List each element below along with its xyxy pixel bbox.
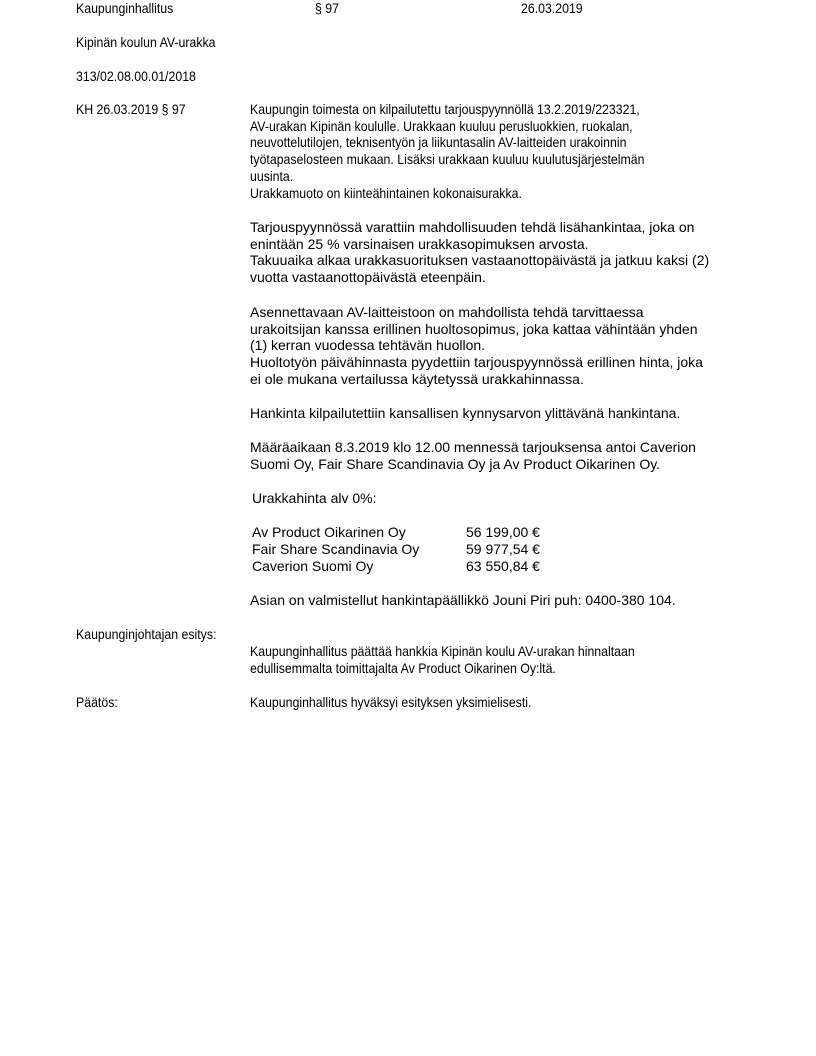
paragraph-line: Takuuaika alkaa urakkasuorituksen vastaanottopäivästä ja jatkuu kaksi (2) [250,252,710,269]
header-body: Kaupunginhallitus [76,0,174,16]
price-value: 56 199,00 € [466,524,540,540]
price-company: Fair Share Scandinavia Oy [252,541,420,557]
paragraph-4 [250,405,750,422]
price-row [252,558,540,575]
paragraph-line: urakoitsijan kanssa erillinen huoltosopimus, joka kattaa vähintään yhden [250,320,698,337]
price-value: 63 550,84 € [466,558,540,574]
price-heading: Urakkahinta alv 0%: [252,490,377,506]
paragraph-line: Tarjouspyynnössä varattiin mahdollisuuden tehdä lisähankintaa, joka on [250,219,695,235]
paragraph-3 [250,304,750,388]
paragraph-line: Kaupungin toimesta on kilpailutettu tarjouspyynnöllä 13.2.2019/223321, [250,101,640,117]
price-row [252,524,540,541]
paragraph-line: Urakkamuoto on kiinteähintainen kokonaisurakka. [250,184,522,201]
proposal-line: edullisemmalta toimittajalta Av Product Oikarinen Oy:ltä. [250,659,556,676]
paragraph-line: neuvottelutilojen, teknisentyön ja liikuntasalin AV-laitteiden urakoinnin [250,134,627,151]
paragraph-line: vuotta vastaanottopäivästä eteenpäin. [250,269,486,286]
paragraph-1 [250,101,690,201]
proposal-text [250,643,690,676]
decision-label: Päätös: [76,694,118,710]
paragraph-line: uusinta. [250,167,294,184]
paragraph-5 [250,439,750,472]
meeting-reference: KH 26.03.2019 § 97 [76,101,186,117]
header-section: § 97 [315,0,339,16]
file-number: 313/02.08.00.01/2018 [76,68,196,84]
paragraph-line: (1) kerran vuodessa tehtävän huollon. [250,337,486,354]
header-date: 26.03.2019 [521,0,583,16]
paragraph-line: ei ole mukana vertailussa käytetyssä urakkahinnassa. [250,370,584,387]
paragraph-line: Huoltotyön päivähinnasta pyydettiin tarjouspyynnössä erillinen hinta, joka [250,354,703,371]
proposal-line: Kaupunginhallitus päättää hankkia Kipinän koulu AV-urakan hinnaltaan [250,643,635,659]
price-company: Av Product Oikarinen Oy [252,524,406,540]
price-company: Caverion Suomi Oy [252,558,374,574]
proposal-label: Kaupunginjohtajan esitys: [76,626,217,642]
paragraph-line: Hankinta kilpailutettiin kansallisen kynnysarvon ylittävänä hankintana. [250,405,681,421]
paragraph-line: työtapaselosteen mukaan. Lisäksi urakkaan kuuluu kuulutusjärjestelmän [250,151,645,168]
paragraph-2 [250,219,750,286]
price-row [252,541,540,558]
paragraph-line: Asennettavaan AV-laitteistoon on mahdollista tehdä tarvittaessa [250,304,644,320]
document-title: Kipinän koulun AV-urakka [76,34,216,50]
paragraph-line: Suomi Oy, Fair Share Scandinavia Oy ja Av Product Oikarinen Oy. [250,455,661,472]
decision-text: Kaupunginhallitus hyväksyi esityksen yksimielisesti. [250,694,532,710]
preparer-note: Asian on valmistellut hankintapäällikkö Jouni Piri puh: 0400-380 104. [250,592,676,608]
paragraph-line: AV-urakan Kipinän koululle. Urakkaan kuuluu perusluokkien, ruokalan, [250,117,633,134]
price-value: 59 977,54 € [466,541,540,557]
paragraph-line: enintään 25 % varsinaisen urakkasopimuksen arvosta. [250,235,589,252]
paragraph-line: Määräaikaan 8.3.2019 klo 12.00 mennessä tarjouksensa antoi Caverion [250,439,696,455]
